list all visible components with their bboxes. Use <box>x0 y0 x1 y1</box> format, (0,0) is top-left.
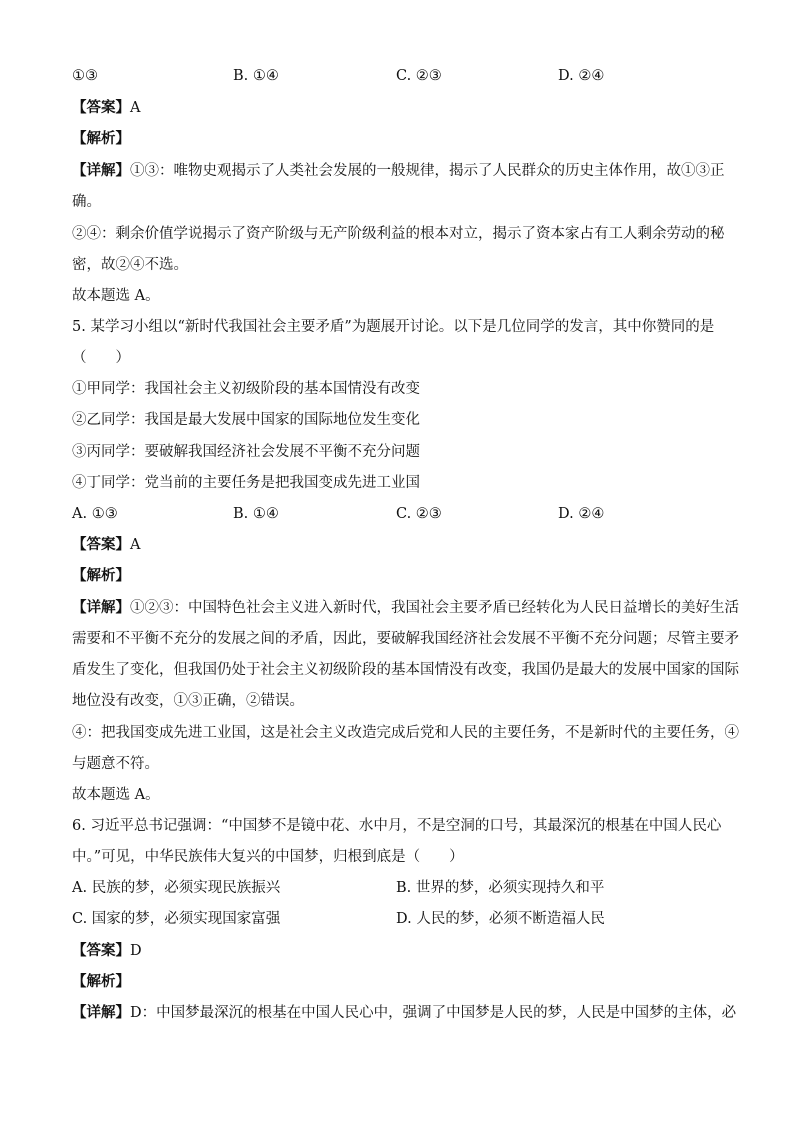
q5-detail-line-1 <box>72 598 739 618</box>
q6-options-row-2 <box>72 909 722 929</box>
q5-detail-line-3: 盾发生了变化，但我国仍处于社会主义初级阶段的基本国情没有改变，我国仍是最大的发展中国家的国际 <box>72 662 739 678</box>
q5-option-d: D. ②④ <box>558 506 605 522</box>
q6-option-b: B. 世界的梦，必须实现持久和平 <box>396 880 605 896</box>
answer-label: 【答案】 <box>72 536 130 553</box>
q4-detail-line-2: 确。 <box>72 194 101 210</box>
answer-label: 【答案】 <box>72 942 130 959</box>
q5-conclusion: 故本题选 A。 <box>72 787 160 803</box>
detail-label: 【详解】 <box>72 1004 130 1021</box>
q4-answer <box>72 98 722 118</box>
q5-detail-line-2: 需要和不平衡不充分的发展之间的矛盾，因此，要破解我国经济社会发展不平衡不充分问题；尽管主要矛 <box>72 631 739 647</box>
q6-options-row-1 <box>72 878 722 898</box>
q5-detail-line-5: ④：把我国变成先进工业国，这是社会主义改造完成后党和人民的主要任务，不是新时代的主要任务，④ <box>72 725 739 741</box>
q4-option-c: C. ②③ <box>396 68 442 84</box>
q5-options <box>72 504 722 524</box>
q4-detail-line-1 <box>72 161 725 181</box>
answer-label: 【答案】 <box>72 99 130 116</box>
q4-analysis-label: 【解析】 <box>72 130 130 147</box>
answer-value: D <box>130 943 142 959</box>
q6-option-a: A. 民族的梦，必须实现民族振兴 <box>72 880 281 896</box>
q5-detail-line-4: 地位没有改变，①③正确，②错误。 <box>72 693 304 709</box>
answer-value: A <box>130 537 141 553</box>
q5-statement-3: ③丙同学：要破解我国经济社会发展不平衡不充分问题 <box>72 444 420 460</box>
q5-analysis-label: 【解析】 <box>72 567 130 584</box>
q6-stem-line-1: 6. 习近平总书记强调：“中国梦不是镜中花、水中月，不是空洞的口号，其最深沉的根基在中国人民心 <box>72 818 722 834</box>
q5-stem-line-1: 5. 某学习小组以“新时代我国社会主要矛盾”为题展开讨论。以下是几位同学的发言，其中你赞同的是 <box>72 319 715 335</box>
detail-text: D：中国梦最深沉的根基在中国人民心中，强调了中国梦是人民的梦，人民是中国梦的主体，必 <box>130 1005 737 1021</box>
q5-option-a: A. ①③ <box>72 506 118 522</box>
q4-options <box>72 66 722 86</box>
q5-statement-4: ④丁同学：党当前的主要任务是把我国变成先进工业国 <box>72 475 420 491</box>
q6-detail-line-1 <box>72 1003 737 1023</box>
q5-option-c: C. ②③ <box>396 506 442 522</box>
q5-detail-line-6: 与题意不符。 <box>72 756 159 772</box>
detail-text: ①②③：中国特色社会主义进入新时代，我国社会主要矛盾已经转化为人民日益增长的美好生活 <box>130 600 739 616</box>
q6-stem-line-2: 中。”可见，中华民族伟大复兴的中国梦，归根到底是（ ） <box>72 849 464 865</box>
detail-text: ①③：唯物史观揭示了人类社会发展的一般规律，揭示了人民群众的历史主体作用，故①③正 <box>130 163 725 179</box>
q4-option-b: B. ①④ <box>233 68 279 84</box>
q6-option-d: D. 人民的梦，必须不断造福人民 <box>396 911 605 927</box>
q5-stem-line-2: （ ） <box>72 350 130 366</box>
q4-detail-line-3: ②④：剩余价值学说揭示了资产阶级与无产阶级利益的根本对立，揭示了资本家占有工人剩余劳动的秘 <box>72 226 725 242</box>
q6-option-c: C. 国家的梦，必须实现国家富强 <box>72 911 281 927</box>
q4-option-d: D. ②④ <box>558 68 605 84</box>
q6-analysis-label: 【解析】 <box>72 973 130 990</box>
q5-option-b: B. ①④ <box>233 506 279 522</box>
q5-statement-1: ①甲同学：我国社会主义初级阶段的基本国情没有改变 <box>72 381 420 397</box>
detail-label: 【详解】 <box>72 599 130 616</box>
q4-detail-line-4: 密，故②④不选。 <box>72 257 188 273</box>
answer-value: A <box>130 100 141 116</box>
q6-answer <box>72 941 722 961</box>
detail-label: 【详解】 <box>72 162 130 179</box>
q5-statement-2: ②乙同学：我国是最大发展中国家的国际地位发生变化 <box>72 412 420 428</box>
q5-answer <box>72 535 722 555</box>
q4-option-a: ①③ <box>72 68 98 84</box>
q4-conclusion: 故本题选 A。 <box>72 288 160 304</box>
